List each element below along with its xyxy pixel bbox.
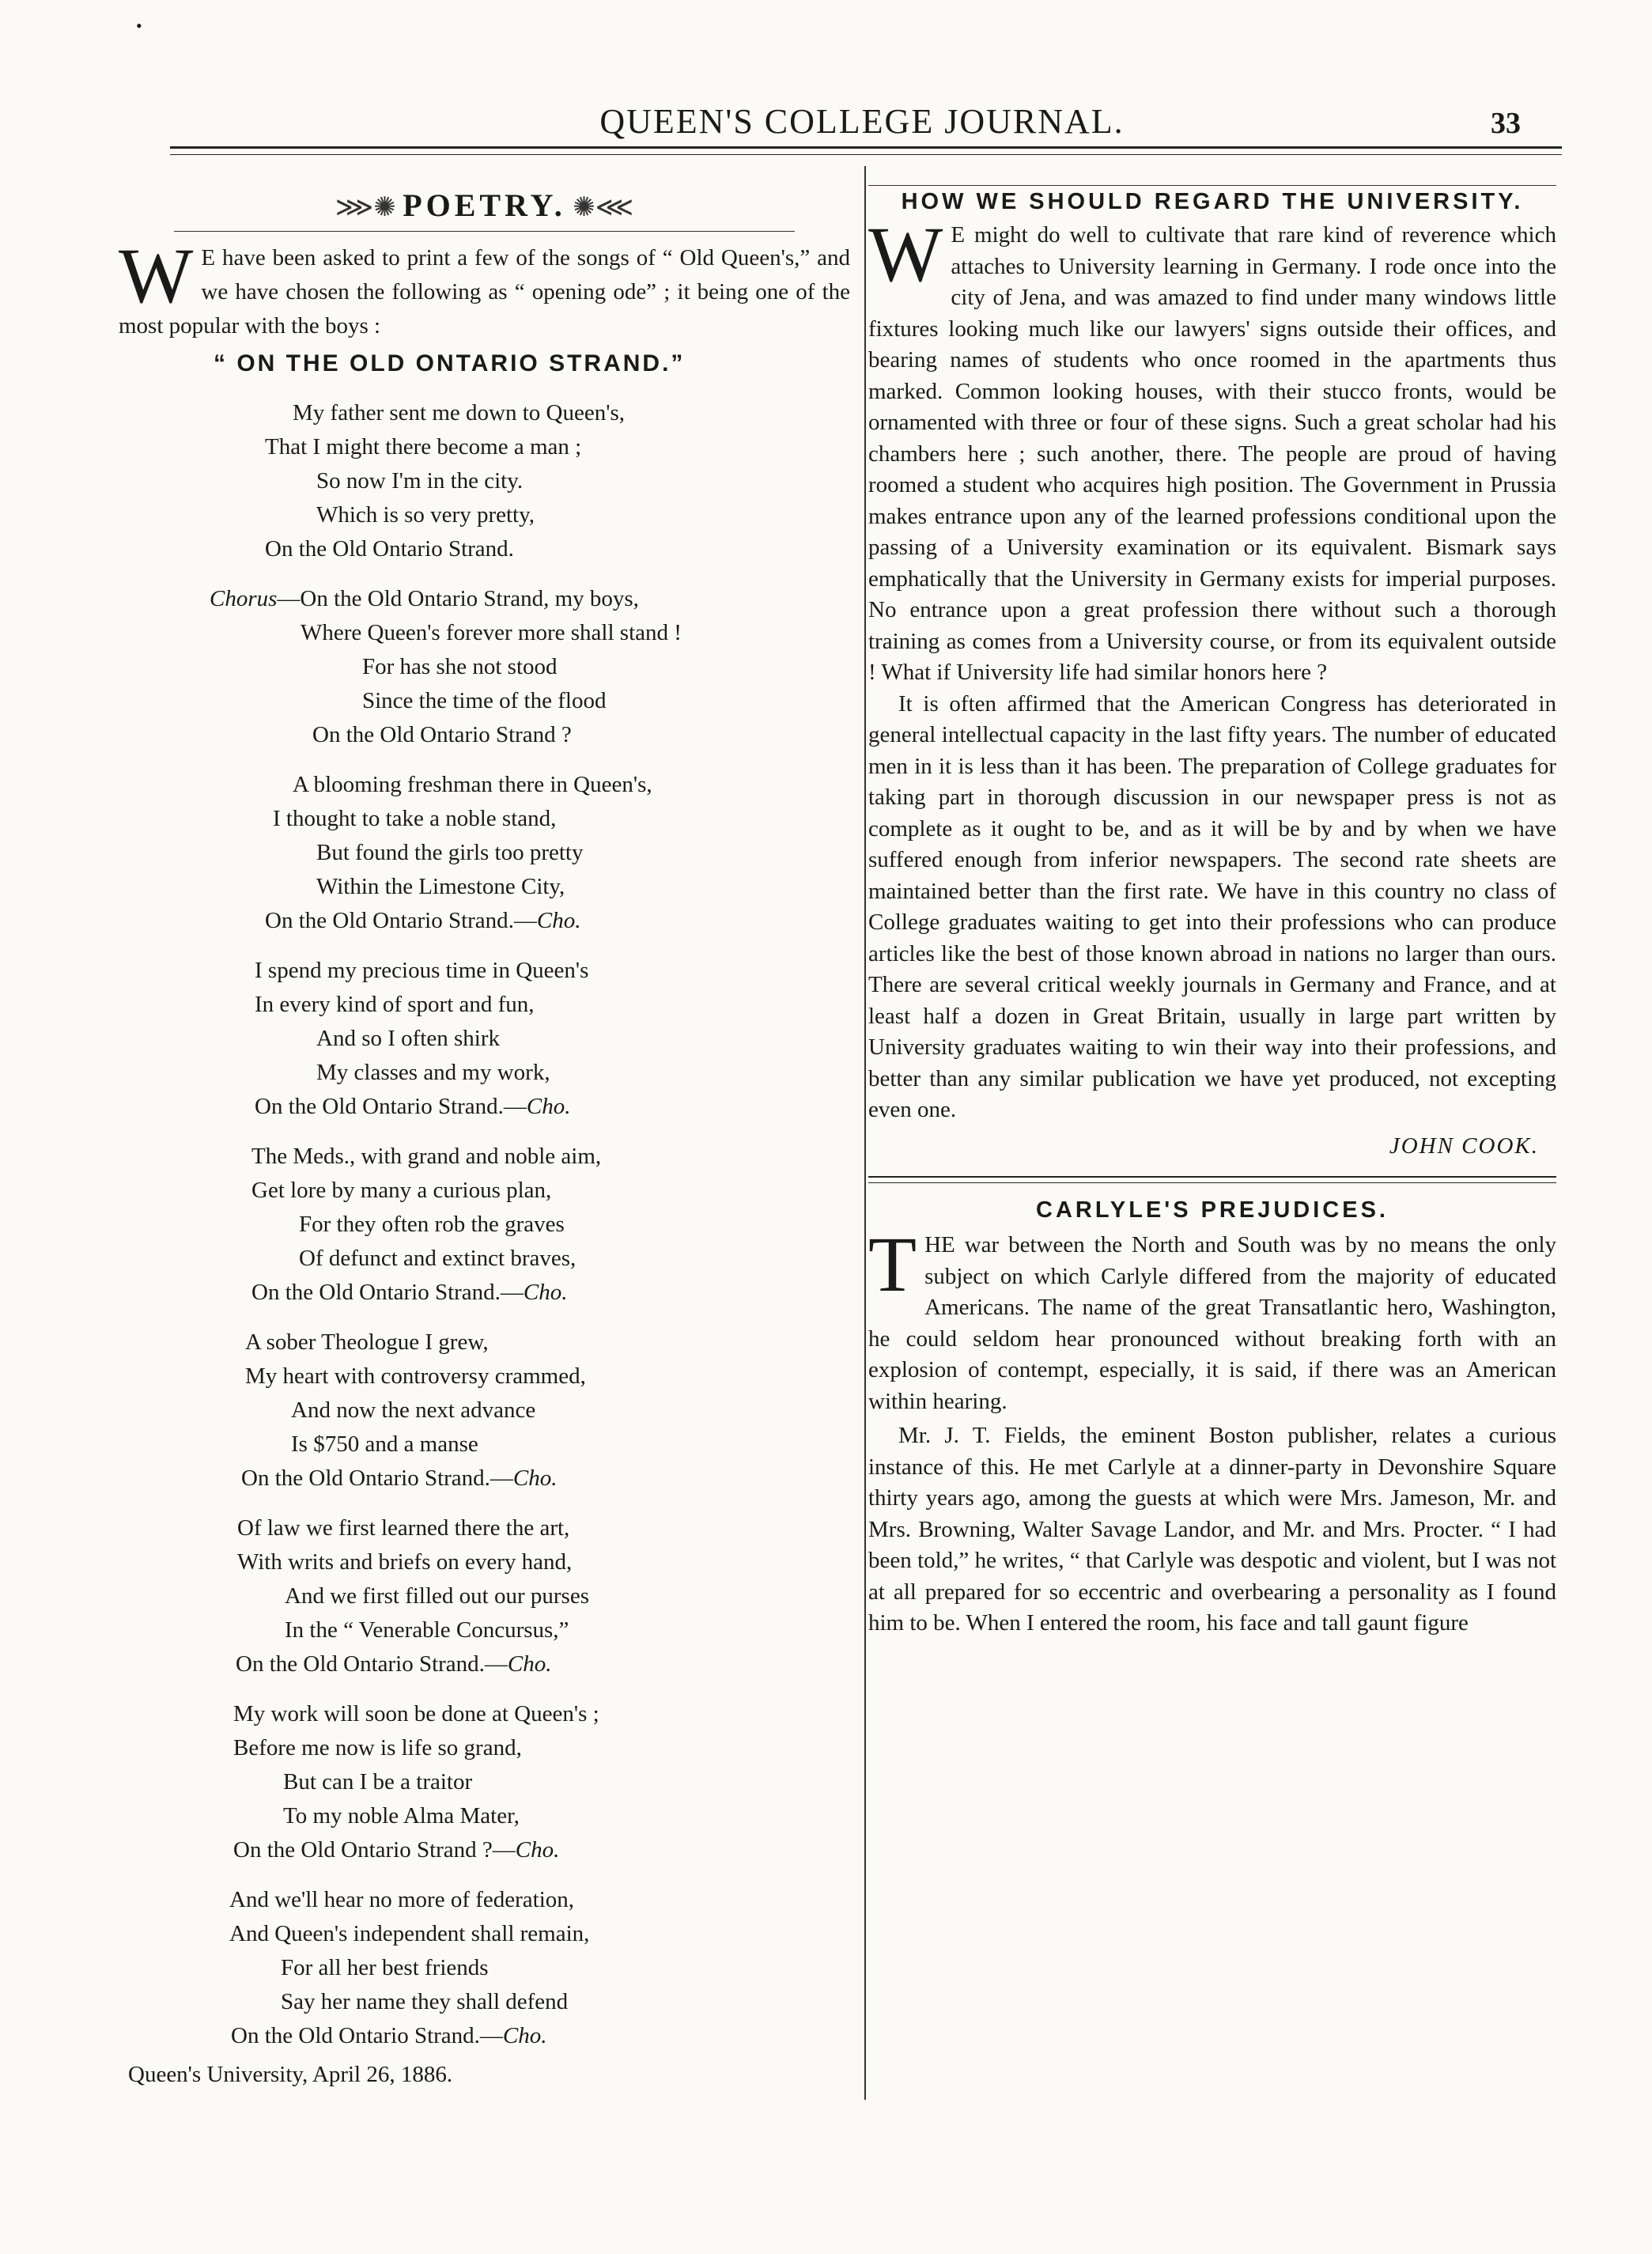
verse-line: For has she not stood [362, 654, 558, 679]
cho-mark: Cho. [515, 1837, 560, 1863]
cho-mark: Cho. [512, 1465, 558, 1491]
dropcap: W [868, 210, 943, 298]
verse-line: I thought to take a noble stand, [273, 806, 557, 831]
articles-column [868, 182, 1556, 1639]
cho-mark: Cho. [536, 908, 581, 933]
poetry-intro [119, 232, 850, 343]
chorus [119, 582, 850, 752]
article-top-rule [868, 185, 1556, 186]
verse-line: A blooming freshman there in Queen's, [293, 772, 652, 797]
verse-line: On the Old Ontario Strand. [265, 536, 514, 562]
verse-line: A sober Theologue I grew, [245, 1329, 489, 1355]
verse-line: To my noble Alma Mater, [283, 1803, 520, 1829]
chorus-first-line [119, 582, 850, 616]
verse-line-end [119, 2019, 850, 2053]
verse-line: On the Old Ontario Strand ? [312, 722, 572, 747]
verse-1 [119, 396, 850, 566]
poetry-dateline: Queen's University, April 26, 1886. [128, 2062, 453, 2087]
song-title: “ ON THE OLD ONTARIO STRAND.” [214, 350, 686, 376]
verse-line: And now the next advance [291, 1397, 536, 1423]
verse-line-end [119, 1647, 850, 1681]
verse-line: But found the girls too pretty [316, 840, 584, 865]
verse-line: On the Old Ontario Strand.— [241, 1465, 513, 1491]
header-rule [170, 146, 1562, 149]
verse-line: And Queen's independent shall remain, [229, 1921, 590, 1946]
ink-speck: • [136, 16, 142, 36]
article-separator [868, 1176, 1556, 1178]
verse-line: In every kind of sport and fun, [255, 992, 535, 1017]
article2-body [868, 1220, 1556, 1639]
verse-6 [119, 1511, 850, 1681]
article2-para2: Mr. J. T. Fields, the eminent Boston publisher, relates a curious instance of this. He met Carlyle at a dinner-party in Devonshire Square thirty years ago, among the guests at which were Mrs. Jameson, Mr. and Mrs. Browning, Walter Savage Landor, and Mr. and Mrs. Procter. “ I had been told,” he writes, “ that Carlyle was despotic and violent, but I was not at all prepared for so eccentric and overbearing a personality as I found him to be. When I entered the room, his face and tall gaunt figure [868, 1423, 1556, 1636]
verse-line-end [119, 1276, 850, 1310]
verse-line: And so I often shirk [316, 1026, 500, 1051]
verse-line: Of law we first learned there the art, [237, 1515, 570, 1541]
verse-5 [119, 1326, 850, 1496]
para-text: HE war between the North and South was by no means the only subject on which Carlyle differed from the majority of educated Americans. The name of the great Transatlantic hero, Washington, he could seldom hear pronounced without breaking forth with an explosion of contempt, especially, it is said, if there was an American within hearing. [868, 1232, 1556, 1414]
verse-line: On the Old Ontario Strand.— [251, 1280, 524, 1305]
verse-line: For they often rob the graves [299, 1212, 565, 1237]
chorus-label: Chorus [210, 586, 278, 611]
intro-text: E have been asked to print a few of the songs of “ Old Queen's,” and we have chosen the following as “ opening ode” ; it being one of the most popular with the boys : [119, 245, 850, 338]
masthead-title: QUEEN'S COLLEGE JOURNAL. [599, 102, 1125, 141]
left-ornament-icon: ⋙✺ [335, 193, 403, 222]
verse-line: Is $750 and a manse [291, 1431, 478, 1457]
column-divider [864, 166, 866, 2100]
verse-line: —On the Old Ontario Strand, my boys, [277, 586, 639, 611]
verse-line: With writs and briefs on every hand, [237, 1549, 573, 1575]
verse-line: On the Old Ontario Strand ?— [233, 1837, 516, 1863]
page-number: 33 [1491, 107, 1521, 140]
para-text: E might do well to cultivate that rare kind of reverence which attaches to University learning in Germany. I rode once into the city of Jena, and was amazed to find under many windows little fixtures looking much like our lawyers' signs outside their offices, and bearing names of students who once roomed in the apartments thus marked. Common looking houses, with their stucco fronts, would be ornamented with three or four of these signs. Such a great scholar had his chambers here ; such another, there. The people are proud of having roomed a student who acquires high position. The Government in Prussia makes entrance upon any of the learned professions conditional upon the passing of a University examination or its equivalent. Bismark says emphatically that the University in Germany exists for imperial purposes. No entrance upon a great profession there without such a thorough training as comes from a University course, or from its equivalent outside ! What if University life had similar honors here ? [868, 222, 1556, 685]
verse-line: Within the Limestone City, [316, 874, 565, 899]
verse-line: Where Queen's forever more shall stand ! [301, 620, 682, 645]
verse-line: On the Old Ontario Strand.— [236, 1651, 508, 1677]
verse-line-end [119, 1833, 850, 1867]
cho-mark: Cho. [502, 2023, 547, 2048]
verse-line-end [119, 1090, 850, 1124]
verse-line-end [119, 1462, 850, 1496]
verse-line: Before me now is life so grand, [233, 1735, 522, 1760]
article2-title: CARLYLE'S PREJUDICES. [1036, 1197, 1389, 1223]
verse-3 [119, 954, 850, 1124]
verse-line: Which is so very pretty, [316, 502, 535, 528]
verse-line: Of defunct and extinct braves, [299, 1246, 576, 1271]
verse-line-end [119, 904, 850, 938]
cho-mark: Cho. [523, 1280, 568, 1305]
verse-line: I spend my precious time in Queen's [255, 958, 589, 983]
verse-line: And we'll hear no more of federation, [229, 1887, 575, 1912]
verse-line: But can I be a traitor [283, 1769, 473, 1795]
verse-line: Get lore by many a curious plan, [251, 1178, 552, 1203]
right-ornament-icon: ✺⋘ [565, 193, 634, 222]
dropcap: T [868, 1220, 917, 1308]
verse-line: My work will soon be done at Queen's ; [233, 1701, 599, 1726]
poetry-rule [174, 231, 795, 232]
article1-body [868, 210, 1556, 1162]
header-rule-thin [170, 154, 1562, 155]
verse-line: So now I'm in the city. [316, 468, 524, 494]
article1-title: HOW WE SHOULD REGARD THE UNIVERSITY. [901, 189, 1524, 214]
verse-line: On the Old Ontario Strand.— [231, 2023, 503, 2048]
poetry-heading [119, 188, 850, 225]
cho-mark: Cho. [507, 1651, 552, 1677]
dropcap: W [119, 232, 194, 320]
verse-line: On the Old Ontario Strand.— [265, 908, 537, 933]
verse-line: In the “ Venerable Concursus,” [285, 1617, 569, 1643]
verse-line: The Meds., with grand and noble aim, [251, 1144, 602, 1169]
verse-line: My heart with controversy crammed, [245, 1363, 586, 1389]
verse-2 [119, 768, 850, 938]
verse-line: That I might there become a man ; [265, 434, 582, 459]
verse-line: On the Old Ontario Strand.— [255, 1094, 527, 1119]
verse-line: For all her best friends [281, 1955, 489, 1980]
article1-signature: JOHN COOK. [1389, 1133, 1539, 1159]
poetry-column [119, 182, 850, 2092]
article1-para1 [868, 210, 1556, 689]
verse-8 [119, 1883, 850, 2053]
verse-line: My father sent me down to Queen's, [293, 400, 625, 425]
article-separator-thin [868, 1182, 1556, 1183]
verse-7 [119, 1697, 850, 1867]
poetry-heading-text: POETRY. [403, 187, 566, 223]
verse-line: Say her name they shall defend [281, 1989, 569, 2014]
verse-line: Since the time of the flood [362, 688, 607, 713]
verse-line: And we first filled out our purses [285, 1583, 589, 1609]
verse-line: My classes and my work, [316, 1060, 550, 1085]
article1-para2: It is often affirmed that the American Congress has deteriorated in general intellectual capacity in the last fifty years. The number of educated men in it is less than it has been. The preparation of College graduates for taking part in thorough discussion in our newspaper press is not as complete as it ought to be, and as it will be by and by when we have suffered enough from inferior newspapers. The second rate sheets are maintained better than the first rate. We have in this country no class of College graduates waiting to get into their professions who can produce articles like the best of those known abroad in nations no larger than ours. There are several critical weekly journals in Germany and France, and at least half a dozen in Great Britain, usually in large part written by University graduates waiting to win their way into their professions, and better than any similar publication we have yet produced, not excepting even one. [868, 690, 1556, 1122]
cho-mark: Cho. [526, 1094, 571, 1119]
verse-4 [119, 1140, 850, 1310]
article2-para1 [868, 1220, 1556, 1417]
